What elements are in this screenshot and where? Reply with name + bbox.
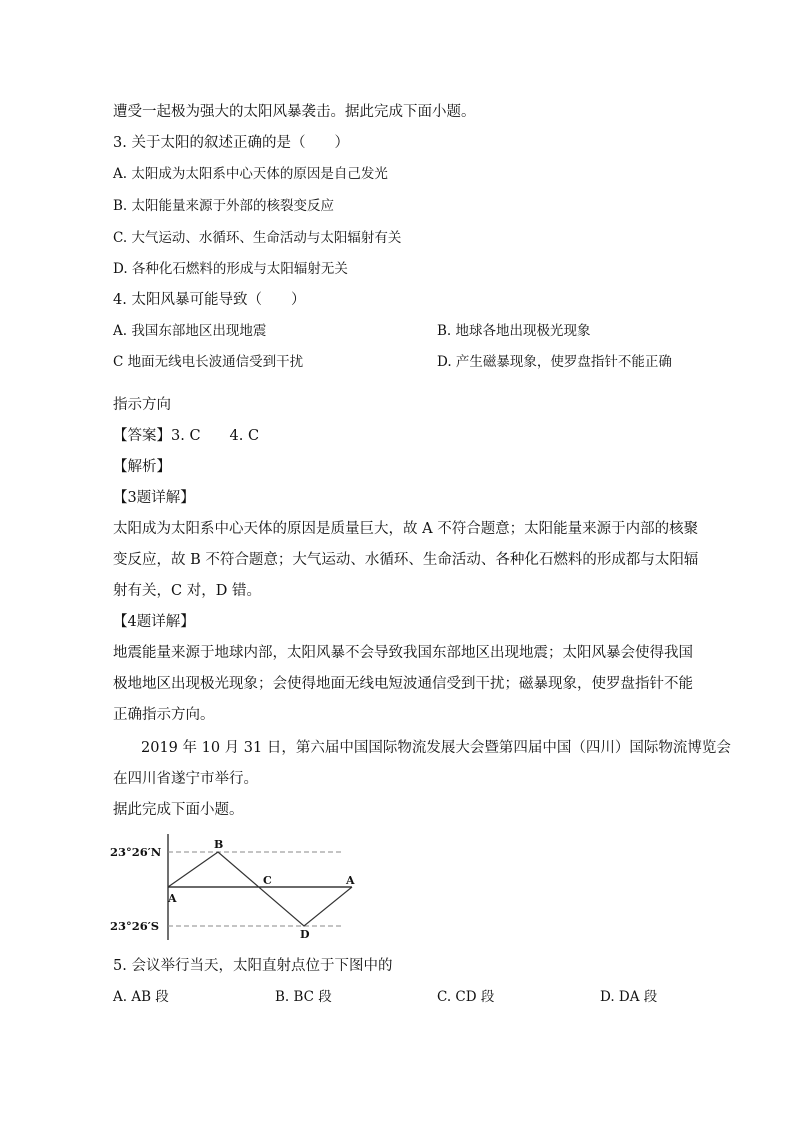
text-line: 遭受一起极为强大的太阳风暴袭击。据此完成下面小题。 — [113, 104, 476, 120]
question-5: 5. 会议举行当天，太阳直射点位于下图中的 — [113, 958, 393, 974]
q4-option-a: A. 我国东部地区出现地震 — [113, 323, 267, 339]
q4-option-b: B. 地球各地出现极光现象 — [437, 323, 591, 339]
analysis-heading: 【解析】 — [113, 459, 171, 475]
label-north-tropic: 23°26′N — [110, 845, 162, 859]
point-a-right: A — [346, 874, 355, 887]
intro-paragraph: 2019 年 10 月 31 日，第六届中国国际物流发展大会暨第四届中国（四川）国际物流博览会 — [141, 740, 731, 756]
q4-explanation: 正确指示方向。 — [113, 707, 215, 723]
question-3: 3. 关于太阳的叙述正确的是（ ） — [113, 135, 349, 151]
q4-option-c: C 地面无线电长波通信受到干扰 — [113, 354, 304, 370]
label-south-tropic: 23°26′S — [110, 919, 160, 933]
q4-option-d: D. 产生磁暴现象，使罗盘指针不能正确 — [437, 354, 672, 370]
point-b: B — [214, 838, 224, 851]
point-c: C — [263, 874, 272, 887]
q5-option-a: A. AB 段 — [113, 989, 169, 1005]
point-d: D — [300, 928, 310, 941]
q4-option-d-continued: 指示方向 — [113, 397, 171, 413]
q3-detail-heading: 【3题详解】 — [113, 490, 195, 506]
q3-explanation: 射有关，C 对，D 错。 — [113, 583, 261, 599]
q3-option-a: A. 太阳成为太阳系中心天体的原因是自己发光 — [113, 166, 388, 182]
q3-explanation: 变反应，故 B 不符合题意；大气运动、水循环、生命活动、各种化石燃料的形成都与太阳辐 — [113, 552, 699, 568]
answer-line: 【答案】3. C 4. C — [113, 428, 260, 444]
q3-option-d: D. 各种化石燃料的形成与太阳辐射无关 — [113, 261, 348, 277]
q5-option-d: D. DA 段 — [600, 989, 658, 1005]
intro-paragraph: 在四川省遂宁市举行。 — [113, 771, 258, 787]
intro-instruction: 据此完成下面小题。 — [113, 802, 244, 818]
q4-explanation: 极地地区出现极光现象；会使得地面无线电短波通信受到干扰；磁暴现象，使罗盘指针不能 — [113, 676, 693, 692]
point-a-left: A — [168, 892, 177, 905]
q5-option-c: C. CD 段 — [437, 989, 495, 1005]
q3-option-b: B. 太阳能量来源于外部的核裂变反应 — [113, 198, 335, 214]
q4-detail-heading: 【4题详解】 — [113, 614, 195, 630]
q3-option-c: C. 大气运动、水循环、生命活动与太阳辐射有关 — [113, 230, 402, 246]
q5-option-b: B. BC 段 — [275, 989, 332, 1005]
question-4: 4. 太阳风暴可能导致（ ） — [113, 292, 306, 308]
sun-path-line — [168, 852, 352, 926]
q4-explanation: 地震能量来源于地球内部，太阳风暴不会导致我国东部地区出现地震；太阳风暴会使得我国 — [113, 645, 693, 661]
sun-direct-point-diagram — [108, 830, 368, 945]
q3-explanation: 太阳成为太阳系中心天体的原因是质量巨大，故 A 不符合题意；太阳能量来源于内部的核聚 — [113, 521, 699, 537]
